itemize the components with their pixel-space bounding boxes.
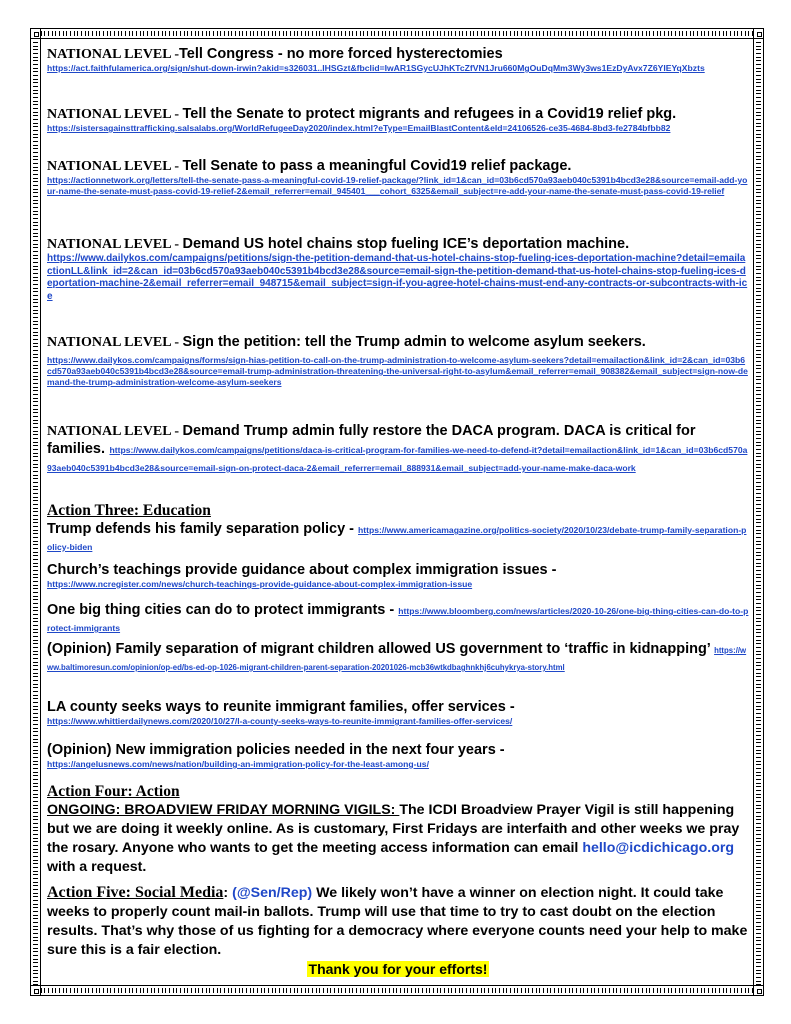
national-level-label: NATIONAL LEVEL - xyxy=(47,107,183,122)
article-title: (Opinion) New immigration policies needed in the next four years - xyxy=(47,742,505,758)
action-link[interactable]: https://actionnetwork.org/letters/tell-the-senate-pass-a-meaningful-covid-19-relief-package/?link_id=1&can_id=03b6cd570a93aeb040c5391b4bcd3e28&source=email-add-your-name-the-senate-must-pass-covid-19-relief-2&email_referrer=email_945401___cohort_6325&email_subject=re-add-your-name-the-senate-must-pass-covid-19-relief xyxy=(47,175,748,196)
border-corner xyxy=(30,985,41,996)
thank-you-note: Thank you for your efforts! xyxy=(308,961,488,977)
article-link[interactable]: https://www.whittierdailynews.com/2020/10/27/l-a-county-seeks-ways-to-reunite-immigrant-families-offer-services/ xyxy=(47,716,513,726)
vigil-tail: with a request. xyxy=(47,859,147,875)
article-link[interactable]: https://www.bloomberg.com/news/articles/2020-10-26/one-big-thing-cities-can-do-to-protect-immigrants xyxy=(47,606,749,633)
social-media-paragraph xyxy=(47,883,749,960)
action-four-section xyxy=(47,783,749,877)
national-level-label: NATIONAL LEVEL - xyxy=(47,47,179,62)
action-link[interactable]: https://www.dailykos.com/campaigns/petitions/sign-the-petition-demand-that-us-hotel-chains-stop-fueling-ices-deportation-machine?detail=emailactionLL&link_id=2&can_id=03b6cd570a93aeb040c5391b4bcd3e28&source=email-sign-the-petition-demand-that-us-hotel-chains-stop-fueling-ices-deportation-machine-2&email_referrer=email_948715&email_subject=sign-if-you-agree-hotel-chains-must-end-any-contracts-or-subcontracts-with-ice xyxy=(47,253,748,302)
vigil-heading: ONGOING: BROADVIEW FRIDAY MORNING VIGILS: xyxy=(47,802,400,818)
education-section-title xyxy=(47,502,749,520)
article-link[interactable]: https://www.ncregister.com/news/church-teachings-provide-guidance-about-complex-immigration-issue xyxy=(47,579,473,589)
social-media-body: We likely won’t have a winner on election night. It could take weeks to properly count mail-in ballots. Trump will use that time to try to cast doubt on the election results. That’s why those of us fighting for a democracy where everyone counts need your help to make sure this is a fair election. xyxy=(47,885,748,958)
action-five-section xyxy=(47,883,749,979)
section-title: Action Three: Education xyxy=(47,502,211,519)
education-article xyxy=(47,641,749,675)
border-corner xyxy=(753,985,764,996)
action-heading: Tell Congress - no more forced hysterectomies xyxy=(179,46,503,62)
national-action-item xyxy=(47,422,749,475)
vigil-body: The ICDI Broadview Prayer Vigil is still happening but we are doing it weekly online. As is customary, First Fridays are interfaith and other weeks we pray the rosary. Anyone who wants to get the meeting access information can email xyxy=(47,802,740,856)
vigil-paragraph xyxy=(47,801,749,877)
action-heading: Sign the petition: tell the Trump admin to welcome asylum seekers. xyxy=(182,334,646,350)
education-article xyxy=(47,562,749,590)
border-left xyxy=(30,28,41,996)
article-title: Church’s teachings provide guidance about complex immigration issues - xyxy=(47,562,557,578)
education-article xyxy=(47,742,749,770)
title-colon: : xyxy=(223,885,233,901)
education-article xyxy=(47,699,749,727)
education-article xyxy=(47,521,749,555)
action-link[interactable]: https://act.faithfulamerica.org/sign/shut-down-irwin?akid=s326031..IHSGzt&fbclid=IwAR1SGycUJhKTcZfVN1Jru660MgOuDqMm3Wy3ws1EzDyAvx7Z6YIEYqXbzts xyxy=(47,63,705,73)
article-title: Trump defends his family separation policy - xyxy=(47,521,359,537)
national-action-item xyxy=(47,235,749,303)
article-link[interactable]: https://www.baltimoresun.com/opinion/op-ed/bs-ed-op-1026-migrant-children-parent-separation-20201026-mcb36wtkdbaghnkhj6cuhykrya-story.html xyxy=(47,646,747,672)
thanks-row xyxy=(47,961,749,979)
social-handle-tag: (@Sen/Rep) xyxy=(232,885,313,901)
action-heading: Tell the Senate to protect migrants and refugees in a Covid19 relief pkg. xyxy=(182,106,677,122)
contact-email-link[interactable]: hello@icdichicago.org xyxy=(582,840,735,856)
national-action-item xyxy=(47,105,749,134)
border-corner xyxy=(30,28,41,39)
article-title: One big thing cities can do to protect immigrants - xyxy=(47,602,399,618)
section-title: Action Four: Action xyxy=(47,783,180,800)
action-heading: Demand US hotel chains stop fueling ICE’s deportation machine. xyxy=(182,236,630,252)
education-article xyxy=(47,602,749,636)
national-action-item xyxy=(47,333,749,388)
action-link[interactable]: https://sistersagainsttrafficking.salsalabs.org/WorldRefugeeDay2020/index.html?eType=EmailBlastContent&eId=24106526-ce35-4684-8bd3-fe2784bfbb82 xyxy=(47,123,671,133)
section-title: Action Five: Social Media xyxy=(47,884,224,901)
article-link[interactable]: https://angelusnews.com/news/nation/building-an-immigration-policy-for-the-least-among-us/ xyxy=(47,759,429,769)
article-title: (Opinion) Family separation of migrant children allowed US government to ‘traffic in kidnapping’ xyxy=(47,641,715,657)
action-link[interactable]: https://www.dailykos.com/campaigns/forms/sign-hias-petition-to-call-on-the-trump-administration-to-welcome-asylum-seekers?detail=emailaction&link_id=2&can_id=03b6cd570a93aeb040c5391b4bcd3e28&source=email-trump-administration-threatening-the-universal-right-to-asylum&email_referrer=email_908382&email_subject=sign-now-demand-the-trump-administration-welcome-asylum-seekers xyxy=(47,355,748,387)
national-level-label: NATIONAL LEVEL - xyxy=(47,159,183,174)
action-heading: Tell Senate to pass a meaningful Covid19 relief package. xyxy=(182,158,572,174)
national-level-label: NATIONAL LEVEL - xyxy=(47,424,183,439)
article-link[interactable]: https://www.americamagazine.org/politics-society/2020/10/23/debate-trump-family-separation-policy-biden xyxy=(47,525,747,552)
border-bottom xyxy=(30,985,764,996)
national-level-label: NATIONAL LEVEL - xyxy=(47,335,183,350)
border-top xyxy=(30,28,764,39)
action-link[interactable]: https://www.dailykos.com/campaigns/petitions/daca-is-critical-program-for-families-we-need-to-defend-it?detail=emailaction&link_id=1&can_id=03b6cd570a93aeb040c5391b4bcd3e28&source=email-sign-on-protect-daca-2&email_referrer=email_888931&email_subject=add-your-name-make-daca-work xyxy=(47,445,748,473)
article-title: LA county seeks ways to reunite immigrant families, offer services - xyxy=(47,699,515,715)
national-level-label: NATIONAL LEVEL - xyxy=(47,237,183,252)
national-action-item xyxy=(47,157,749,197)
action-heading: Demand Trump admin fully restore the DACA program. DACA is critical for families. xyxy=(47,423,696,457)
border-corner xyxy=(753,28,764,39)
border-right xyxy=(753,28,764,996)
national-action-item xyxy=(47,45,749,74)
